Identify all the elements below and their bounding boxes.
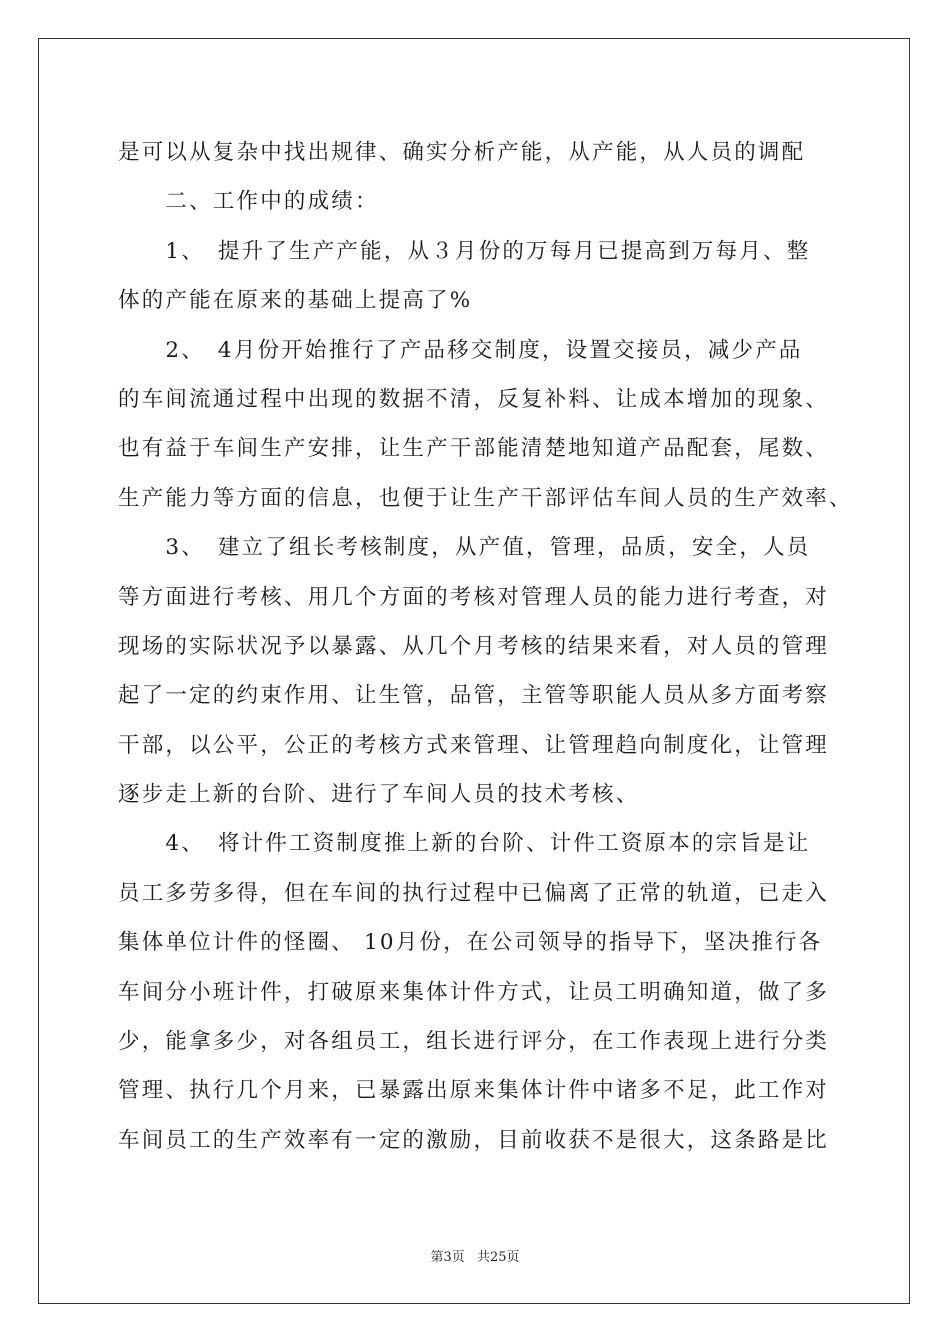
text-line: 也有益于车间生产安排，让生产干部能清楚地知道产品配套，尾数、 <box>118 436 830 462</box>
text-line: 2、 4月份开始推行了产品移交制度，设置交接员，减少产品 <box>118 337 803 363</box>
text-line: 1、 提升了生产产能，从３月份的万每月已提高到万每月、整 <box>118 238 811 264</box>
section-heading: 二、工作中的成绩： <box>118 189 379 215</box>
text-line: 体的产能在原来的基础上提高了% <box>118 288 473 314</box>
page-footer <box>0 1246 950 1265</box>
total-pages: 共25页 <box>476 1250 520 1265</box>
text-line: 起了一定的约束作用、让生管，品管，主管等职能人员从多方面考察 <box>118 683 830 709</box>
text-line: 是可以从复杂中找出规律、确实分析产能，从产能，从人员的调配 <box>118 140 806 165</box>
text-line: 管理、执行几个月来，已暴露出原来集体计件中诸多不足，此工作对 <box>118 1078 830 1104</box>
text-line: 车间员工的生产效率有一定的激励，目前收获不是很大，这条路是比 <box>118 1127 830 1153</box>
text-line: 的车间流通过程中出现的数据不清，反复补料、让成本增加的现象、 <box>118 386 830 412</box>
text-line: 逐步走上新的台阶、进行了车间人员的技术考核、 <box>118 782 640 808</box>
text-line: 现场的实际状况予以暴露、从几个月考核的结果来看，对人员的管理 <box>118 633 830 659</box>
text-line: 等方面进行考核、用几个方面的考核对管理人员的能力进行考查，对 <box>118 584 830 610</box>
text-line: 4、 将计件工资制度推上新的台阶、计件工资原本的宗旨是让 <box>118 831 811 857</box>
text-line: 车间分小班计件，打破原来集体计件方式，让员工明确知道，做了多 <box>118 979 830 1005</box>
text-line: 生产能力等方面的信息，也便于让生产干部评估车间人员的生产效率、 <box>118 485 853 511</box>
text-line: 干部，以公平，公正的考核方式来管理、让管理趋向制度化，让管理 <box>118 732 830 758</box>
text-line: 少，能拿多少，对各组员工，组长进行评分，在工作表现上进行分类 <box>118 1029 830 1055</box>
document-body <box>118 128 853 1165</box>
page-number: 第3页 <box>430 1250 465 1265</box>
text-line: 3、 建立了组长考核制度，从产值，管理，品质，安全，人员 <box>118 535 811 561</box>
text-line: 集体单位计件的怪圈、 10月份，在公司领导的指导下，坚决推行各 <box>118 930 823 956</box>
text-line: 员工多劳多得，但在车间的执行过程中已偏离了正常的轨道，已走入 <box>118 880 830 906</box>
